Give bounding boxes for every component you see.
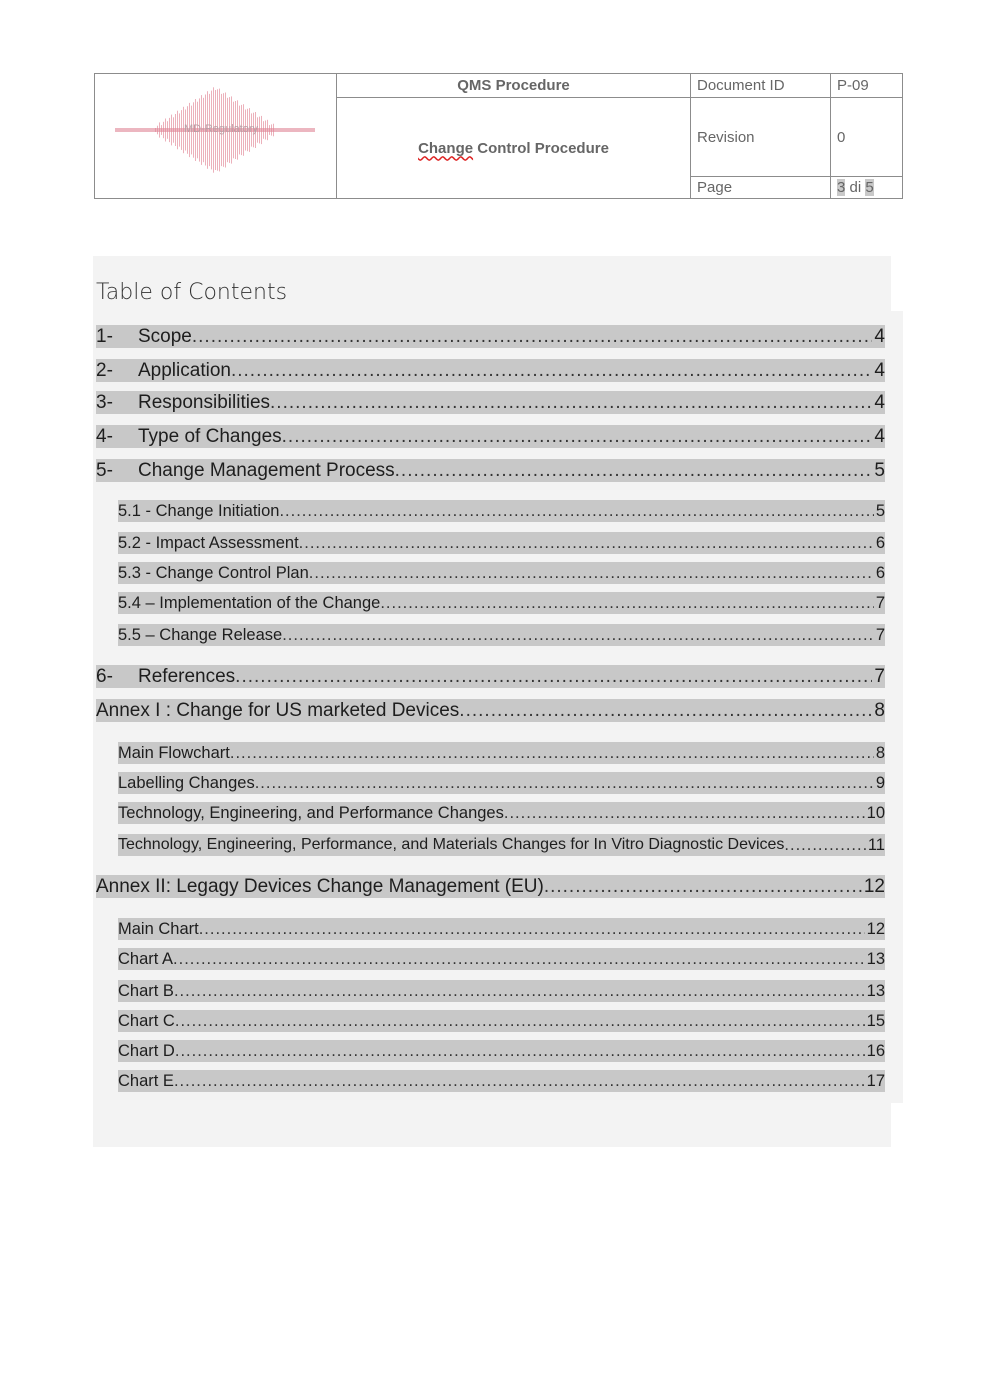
logo-text: MD-Regulatory bbox=[184, 123, 258, 135]
toc-entry-5-1[interactable]: 5.1 - Change Initiation ..... 5 bbox=[118, 500, 885, 522]
toc-entry-chart-d[interactable]: Chart D ..... 16 bbox=[118, 1040, 885, 1062]
toc-entry-5-2[interactable]: 5.2 - Impact Assessment ..... 6 bbox=[118, 532, 885, 554]
page-number bbox=[831, 177, 903, 199]
toc-entry-responsibilities[interactable]: 3- Responsibilities ..... 4 bbox=[96, 391, 885, 414]
page-label: Page bbox=[691, 177, 831, 199]
toc-entry-ivd-changes[interactable]: Technology, Engineering, Performance, and Materials Changes for In Vitro Diagnostic Devices ..... 11 bbox=[118, 834, 885, 856]
toc-entry-5-5[interactable]: 5.5 – Change Release ..... 7 bbox=[118, 624, 885, 646]
document-title bbox=[337, 98, 691, 199]
revision-label: Revision bbox=[691, 98, 831, 177]
page-current: 3 bbox=[837, 179, 846, 196]
page-total: 5 bbox=[865, 179, 874, 196]
toc-entry-references[interactable]: 6- References ..... 7 bbox=[96, 665, 885, 688]
toc-entry-chart-c[interactable]: Chart C ..... 15 bbox=[118, 1010, 885, 1032]
toc-entry-5-4[interactable]: 5.4 – Implementation of the Change ..... 7 bbox=[118, 592, 885, 614]
toc-entry-application[interactable]: 2- Application ..... 4 bbox=[96, 359, 885, 382]
toc-entry-5-3[interactable]: 5.3 - Change Control Plan ..... 6 bbox=[118, 562, 885, 584]
toc-entry-tech-eng-perf[interactable]: Technology, Engineering, and Performance Changes ..... 10 bbox=[118, 802, 885, 824]
revision-value: 0 bbox=[831, 98, 903, 177]
toc-entry-change-management-process[interactable]: 5- Change Management Process ..... 5 bbox=[96, 459, 885, 482]
toc-entry-main-chart[interactable]: Main Chart ..... 12 bbox=[118, 918, 885, 940]
document-id-value: P-09 bbox=[831, 74, 903, 98]
toc-entry-chart-a[interactable]: Chart A ..... 13 bbox=[118, 948, 885, 970]
md-regulatory-logo bbox=[95, 76, 335, 196]
logo-cell bbox=[95, 74, 337, 199]
toc-entry-labelling-changes[interactable]: Labelling Changes ..... 9 bbox=[118, 772, 885, 794]
document-id-label: Document ID bbox=[691, 74, 831, 98]
title-word-misspelled: Change bbox=[418, 139, 474, 157]
toc-entry-chart-b[interactable]: Chart B ..... 13 bbox=[118, 980, 885, 1002]
toc-entry-chart-e[interactable]: Chart E ..... 17 bbox=[118, 1070, 885, 1092]
procedure-label: QMS Procedure bbox=[337, 74, 691, 98]
toc-entry-main-flowchart[interactable]: Main Flowchart ..... 8 bbox=[118, 742, 885, 764]
title-rest: Control Procedure bbox=[473, 139, 609, 157]
toc-panel-edge bbox=[888, 311, 903, 1103]
page-separator: di bbox=[845, 179, 866, 196]
toc-entry-type-of-changes[interactable]: 4- Type of Changes ..... 4 bbox=[96, 425, 885, 448]
document-header bbox=[94, 73, 903, 199]
toc-entry-scope[interactable]: 1- Scope ..... 4 bbox=[96, 325, 885, 348]
toc-title: Table of Contents bbox=[96, 280, 288, 305]
toc-entry-annex-2[interactable]: Annex II: Legagy Devices Change Management (EU) ..... 12 bbox=[96, 875, 885, 898]
toc-entry-annex-1[interactable]: Annex I : Change for US marketed Devices ..... 8 bbox=[96, 699, 885, 722]
